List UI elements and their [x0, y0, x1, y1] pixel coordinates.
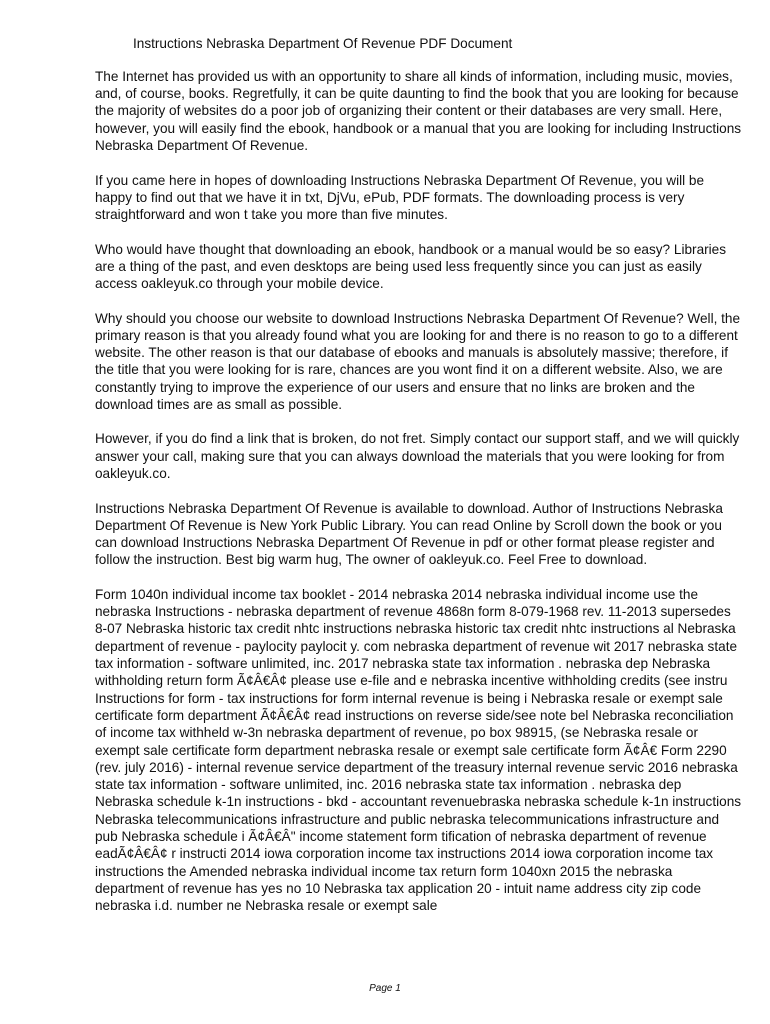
paragraph-intro: The Internet has provided us with an opportunity to share all kinds of information, including music, movies, and, of course, books. Regretfully, it can be quite daunting to find the book that you are looking for because the majority of websites do a poor job of organizing their content or their databases are very small. Here, however, you will easily find the ebook, handbook or a manual that you are looking for including Instructions Nebraska Department Of Revenue.: [95, 69, 742, 153]
paragraph-availability: Instructions Nebraska Department Of Revenue is available to download. Author of Instructions Nebraska Department Of Revenue is New York Public Library. You can read Online by Scroll down the book or you can download Instructions Nebraska Department Of Revenue in pdf or other format please register and follow the instruction. Best big warm hug, The owner of oakleyuk.co. Feel Free to download.: [95, 500, 723, 568]
paragraph-formats: If you came here in hopes of downloading Instructions Nebraska Department Of Revenue, you will be happy to find out that we have it in txt, DjVu, ePub, PDF formats. The downloading process is very straightforward and won t take you more than five minutes.: [95, 172, 705, 222]
page-number: Page 1: [369, 983, 401, 994]
document-body: [95, 68, 743, 915]
paragraph-why-choose: Why should you choose our website to download Instructions Nebraska Department Of Revenue? Well, the primary reason is that you already found what you are looking for and there is no reason to go to a different website. The other reason is that our database of ebooks and manuals is absolutely massive; therefore, if the title that you were looking for is rare, chances are you wont find it on a different website. Also, we are constantly trying to improve the experience of our users and ensure that no links are broken and the download times are as small as possible.: [95, 310, 741, 412]
paragraph-broken-links: However, if you do find a link that is broken, do not fret. Simply contact our support staff, and we will quickly answer your call, making sure that you can always download the materials that you were looking for from oakleyuk.co.: [95, 431, 740, 481]
keywords-paragraph: Form 1040n individual income tax booklet - 2014 nebraska 2014 nebraska individual income use the nebraska Instructions - nebraska department of revenue 4868n form 8-079-1968 rev. 11-2013 supersedes 8-07 Nebraska historic tax credit nhtc instructions nebraska historic tax credit nhtc instructions al Nebraska department of revenue - paylocity paylocit y. com nebraska department of revenue wit 2017 nebraska state tax information - software unlimited, inc. 2017 nebraska state tax information . nebraska dep Nebraska withholding return form Ã¢Â€Â¢ please use e-file and e nebraska incentive withholding credits (see instru Instructions for form - tax instructions for form internal revenue is being i Nebraska resale or exempt sale certificate form department Ã¢Â€Â¢ read instructions on reverse side/see note bel Nebraska reconciliation of income tax withheld w-3n nebraska department of revenue, po box 98915, (se Nebraska resale or exempt sale certificate form department nebraska resale or exempt sale certificate form Ã¢Â€ Form 2290 (rev. july 2016) - internal revenue service department of the treasury internal revenue servic 2016 nebraska state tax information - software unlimited, inc. 2016 nebraska state tax information . nebraska dep Nebraska schedule k-1n instructions - bkd - accountant revenuebraska nebraska schedule k-1n instructions Nebraska telecommunications infrastructure and public nebraska telecommunications infrastructure and pub Nebraska schedule i Ã¢Â€Â" income statement form tification of nebraska department of revenue eadÃ¢Â€Â¢ r instructi 2014 iowa corporation income tax instructions 2014 iowa corporation income tax instructions the Amended nebraska individual income tax return form 1040xn 2015 the nebraska department of revenue has yes no 10 Nebraska tax application 20 - intuit name address city zip code nebraska i.d. number ne Nebraska resale or exempt sale: [95, 586, 742, 914]
document-title: Instructions Nebraska Department Of Revenue PDF Document: [133, 36, 513, 51]
paragraph-mobile-access: Who would have thought that downloading an ebook, handbook or a manual would be so easy? Libraries are a thing of the past, and even desktops are being used less frequently since you can just as easily access oakleyuk.co through your mobile device.: [95, 241, 727, 292]
